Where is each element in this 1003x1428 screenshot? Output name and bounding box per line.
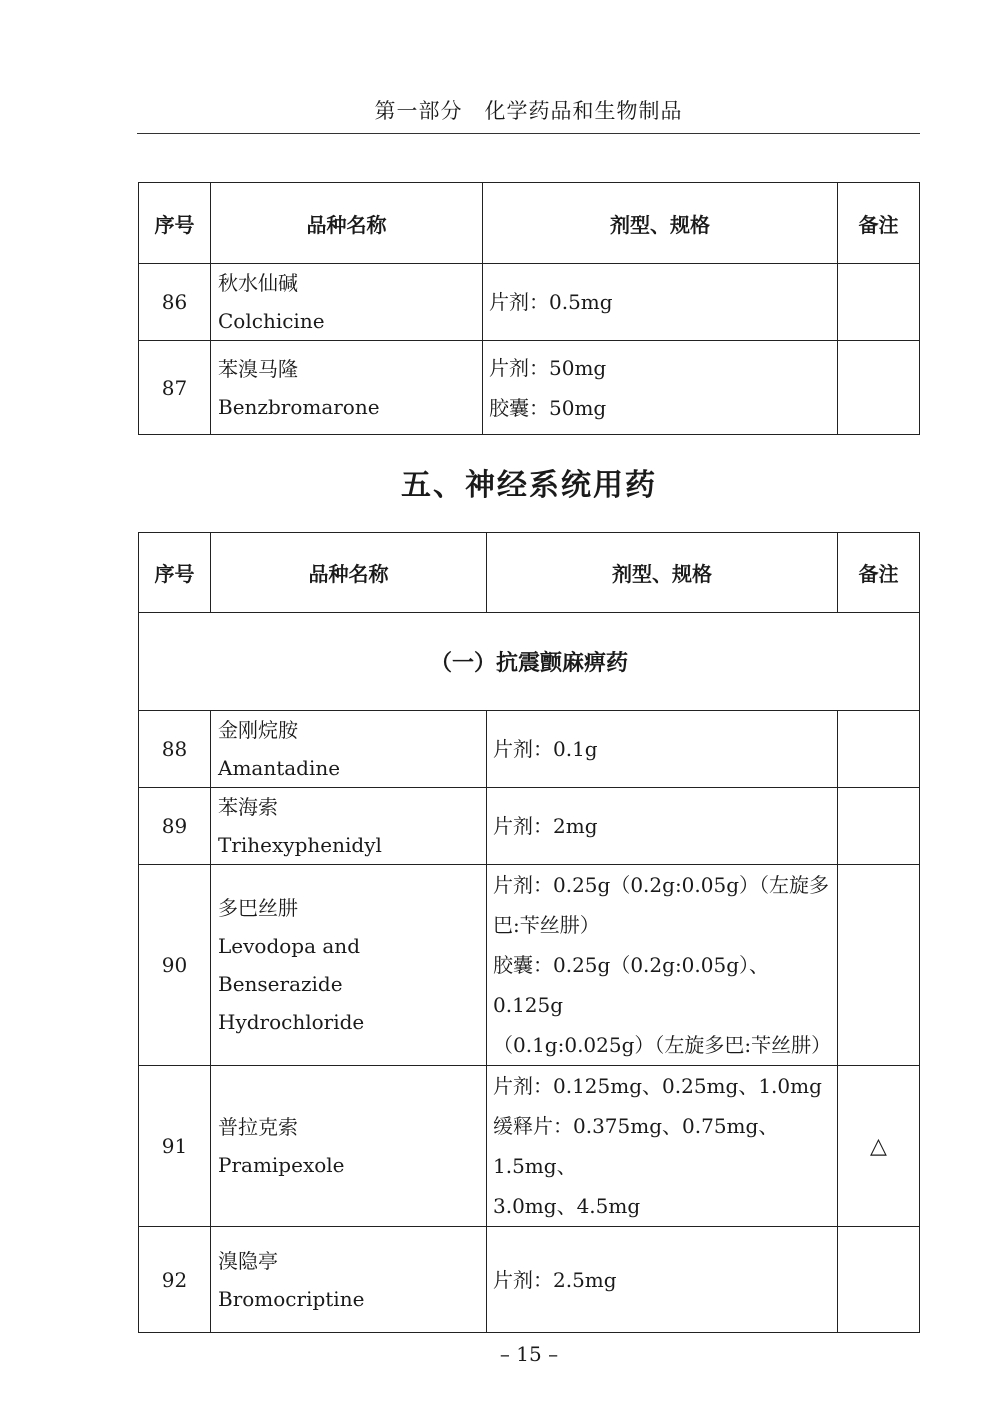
row-number: 89: [139, 788, 211, 865]
col-header-number: 序号: [139, 183, 211, 264]
table-row: [139, 1227, 920, 1333]
spec-line: 胶囊：50mg: [489, 395, 607, 420]
drug-remark: [838, 264, 920, 341]
category-subheading: （一）抗震颤麻痹药: [139, 613, 920, 711]
spec-line: 片剂：2mg: [493, 814, 598, 838]
col-header-spec: 剂型、规格: [487, 533, 838, 613]
drug-name: [211, 264, 483, 341]
col-header-name: 品种名称: [211, 183, 483, 264]
table-header-row: [139, 533, 920, 613]
spec-line: 片剂：0.5mg: [489, 290, 613, 314]
drug-name-cn: 秋水仙碱: [218, 271, 298, 295]
table-header-row: [139, 183, 920, 264]
running-header: 第一部分 化学药品和生物制品: [137, 96, 920, 134]
spec-line: 胶囊：0.25g（0.2g:0.05g）、0.125g: [493, 953, 770, 1017]
drug-name-en: Trihexyphenidyl: [218, 833, 382, 857]
page-number: – 15 –: [499, 1342, 559, 1366]
drug-remark: [838, 1227, 920, 1333]
table-row: [139, 1066, 920, 1227]
row-number: 87: [139, 341, 211, 435]
row-number: 91: [139, 1066, 211, 1227]
table-row: [139, 264, 920, 341]
section-title: 五、神经系统用药: [401, 468, 657, 503]
drug-name: [211, 865, 487, 1066]
spec-line: 片剂：2.5mg: [493, 1267, 617, 1292]
drug-spec: [487, 865, 838, 1066]
drug-name-en: Benzbromarone: [218, 394, 380, 419]
drug-name-cn: 金刚烷胺: [218, 718, 298, 742]
drug-name: [211, 788, 487, 865]
drug-name: [211, 1227, 487, 1333]
table-row: [139, 711, 920, 788]
drug-name-cn: 溴隐亭: [218, 1248, 278, 1273]
drug-name-en-continued: Hydrochloride: [218, 1010, 365, 1034]
drug-spec: [487, 788, 838, 865]
drug-name-cn: 多巴丝肼: [218, 896, 298, 920]
row-number: 92: [139, 1227, 211, 1333]
drug-name-en: Levodopa and Benserazide: [218, 934, 360, 996]
col-header-name: 品种名称: [211, 533, 487, 613]
drug-name: [211, 711, 487, 788]
row-number: 90: [139, 865, 211, 1066]
remark-triangle-symbol: △: [838, 1066, 920, 1227]
drug-remark: [838, 341, 920, 435]
drug-table-2: [138, 532, 920, 1333]
drug-spec: [487, 1066, 838, 1227]
col-header-number: 序号: [139, 533, 211, 613]
drug-table-1: [138, 182, 920, 435]
drug-spec: [483, 264, 838, 341]
spec-line: 片剂：0.125mg、0.25mg、1.0mg: [493, 1074, 822, 1098]
spec-line: 片剂：50mg: [489, 355, 607, 380]
table-row: [139, 341, 920, 435]
spec-line: 缓释片：0.375mg、0.75mg、1.5mg、: [493, 1114, 779, 1178]
drug-remark: [838, 865, 920, 1066]
spec-line: 片剂：0.25g（0.2g:0.05g）（左旋多: [493, 873, 830, 897]
drug-name-cn: 苯溴马隆: [218, 356, 298, 381]
table-row: [139, 865, 920, 1066]
drug-name-cn: 苯海索: [218, 795, 278, 819]
drug-name: [211, 1066, 487, 1227]
row-number: 86: [139, 264, 211, 341]
col-header-spec: 剂型、规格: [483, 183, 838, 264]
drug-name-en: Amantadine: [218, 756, 341, 780]
drug-spec: [487, 711, 838, 788]
drug-name-en: Bromocriptine: [218, 1286, 365, 1311]
col-header-remark: 备注: [838, 533, 920, 613]
drug-name-cn: 普拉克索: [218, 1115, 298, 1139]
spec-line: 片剂：0.1g: [493, 737, 598, 761]
spec-line: 巴:苄丝肼）: [493, 913, 600, 937]
spec-line: 3.0mg、4.5mg: [493, 1194, 641, 1218]
subheading-row: [139, 613, 920, 711]
drug-spec: [483, 341, 838, 435]
col-header-remark: 备注: [838, 183, 920, 264]
drug-remark: [838, 788, 920, 865]
drug-spec: [487, 1227, 838, 1333]
drug-name-en: Colchicine: [218, 309, 325, 333]
table-row: [139, 788, 920, 865]
row-number: 88: [139, 711, 211, 788]
drug-name-en: Pramipexole: [218, 1153, 345, 1177]
drug-remark: [838, 711, 920, 788]
drug-name: [211, 341, 483, 435]
spec-line: （0.1g:0.025g）（左旋多巴:苄丝肼）: [493, 1033, 832, 1057]
